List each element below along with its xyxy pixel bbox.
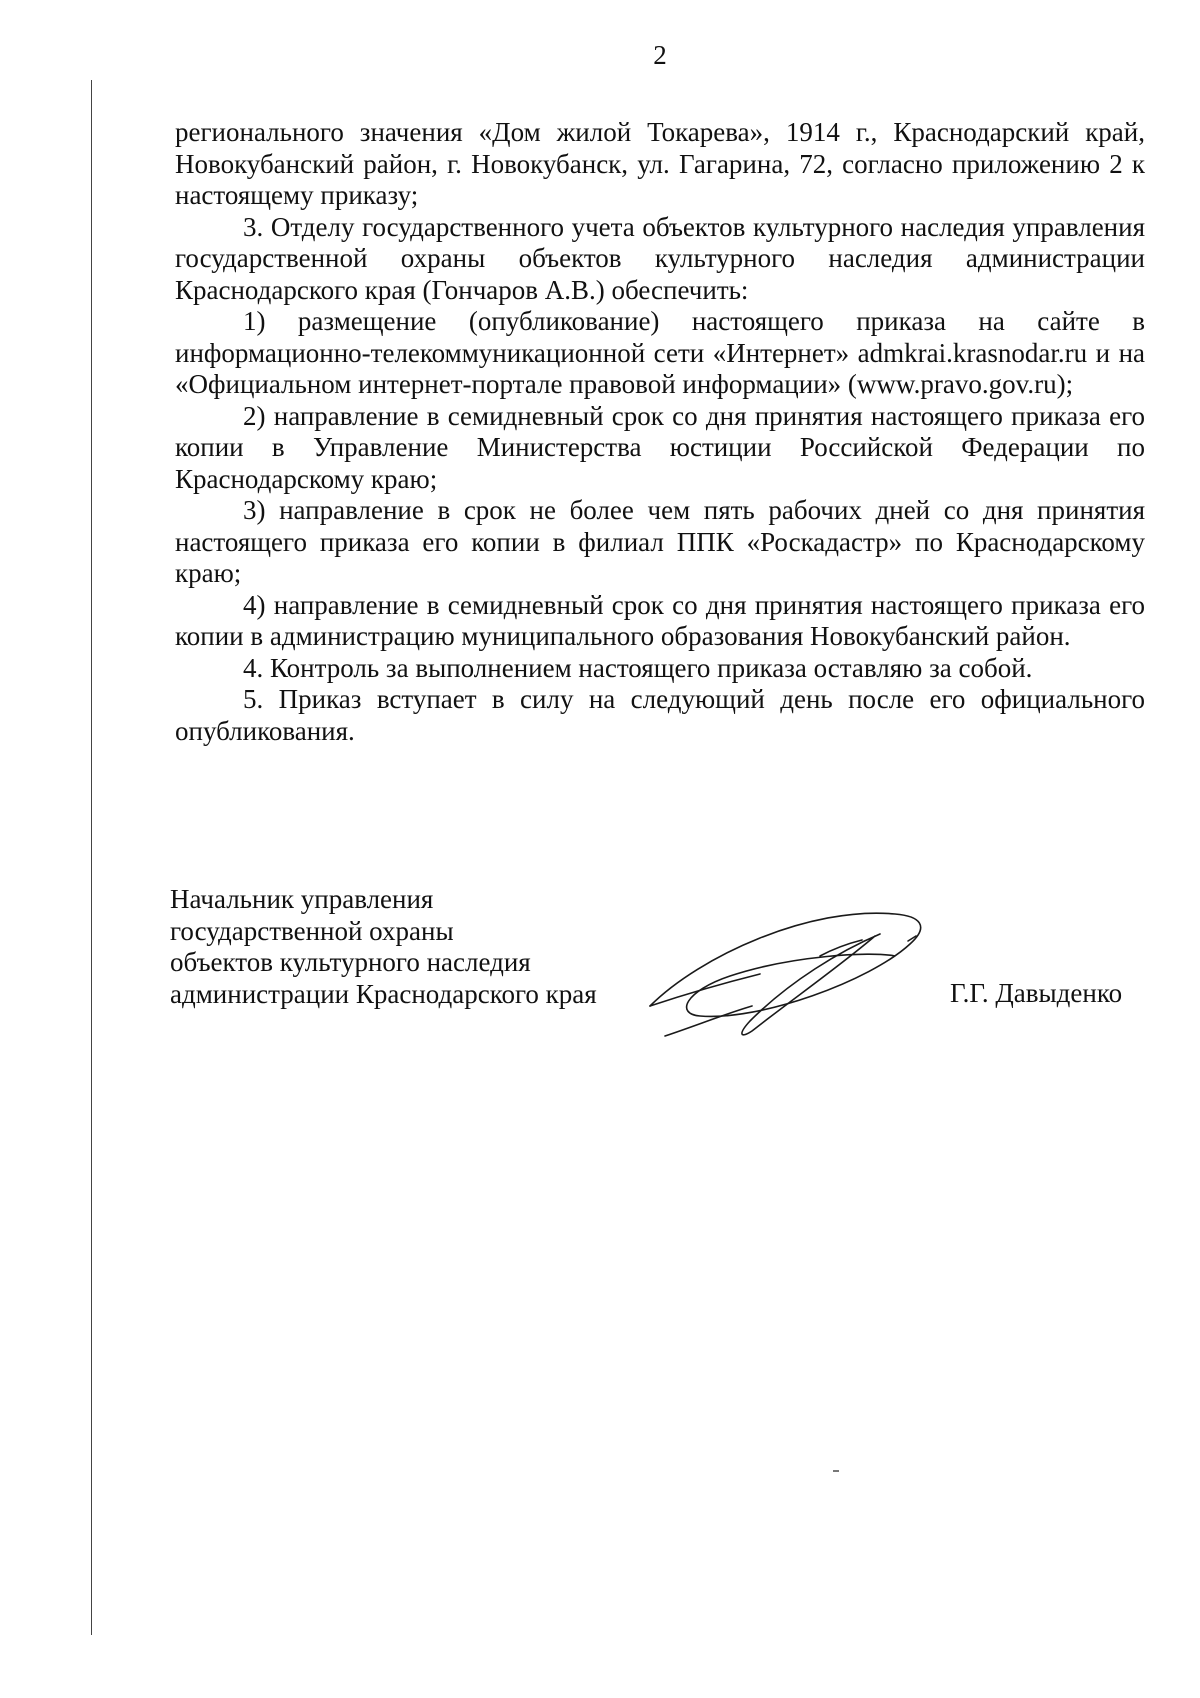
page-number: 2 xyxy=(653,40,667,70)
margin-rule xyxy=(91,80,92,1635)
paragraph-item-3: 3. Отделу государственного учета объектов культурного наследия управления государственной охраны объектов культурного наследия администрации Краснодарского края (Гончаров А.В.) обеспечить: xyxy=(175,211,1145,305)
handwritten-signature xyxy=(640,896,940,1046)
paragraph-item-4: 4. Контроль за выполнением настоящего приказа оставляю за собой. xyxy=(243,652,1033,683)
paragraph-subitem-3: 3) направление в срок не более чем пять рабочих дней со дня принятия настоящего приказа его копии в филиал ППК «Роскадастр» по Краснодарскому краю; xyxy=(175,495,1145,588)
signatory-name: Г.Г. Давыденко xyxy=(950,978,1123,1008)
paragraph-item-5: 5. Приказ вступает в силу на следующий день после его официального опубликования. xyxy=(175,684,1145,746)
signatory-title-line: Начальник управления xyxy=(170,884,434,914)
document-body xyxy=(175,117,1145,747)
scan-artifact xyxy=(833,1470,839,1472)
signatory-title-line: государственной охраны xyxy=(170,915,454,946)
signatory-title-line: администрации Краснодарского края xyxy=(170,978,597,1009)
paragraph-subitem-4: 4) направление в семидневный срок со дня принятия настоящего приказа его копии в администрацию муниципального образования Новокубанский район. xyxy=(175,589,1145,651)
paragraph-continuation: регионального значения «Дом жилой Токарева», 1914 г., Краснодарский край, Новокубанский район, г. Новокубанск, ул. Гагарина, 72, согласно приложению 2 к настоящему приказу; xyxy=(175,117,1145,210)
signatory-title-line: объектов культурного наследия xyxy=(170,947,531,977)
paragraph-subitem-1: 1) размещение (опубликование) настоящего приказа на сайте в информационно-телекоммуникационной сети «Интернет» admkrai.krasnodar.ru и на «Официальном интернет-портале правовой информации» (www.pravo.gov.ru); xyxy=(175,306,1145,399)
paragraph-subitem-2: 2) направление в семидневный срок со дня принятия настоящего приказа его копии в Управление Министерства юстиции Российской Федерации по Краснодарскому краю; xyxy=(175,400,1145,494)
